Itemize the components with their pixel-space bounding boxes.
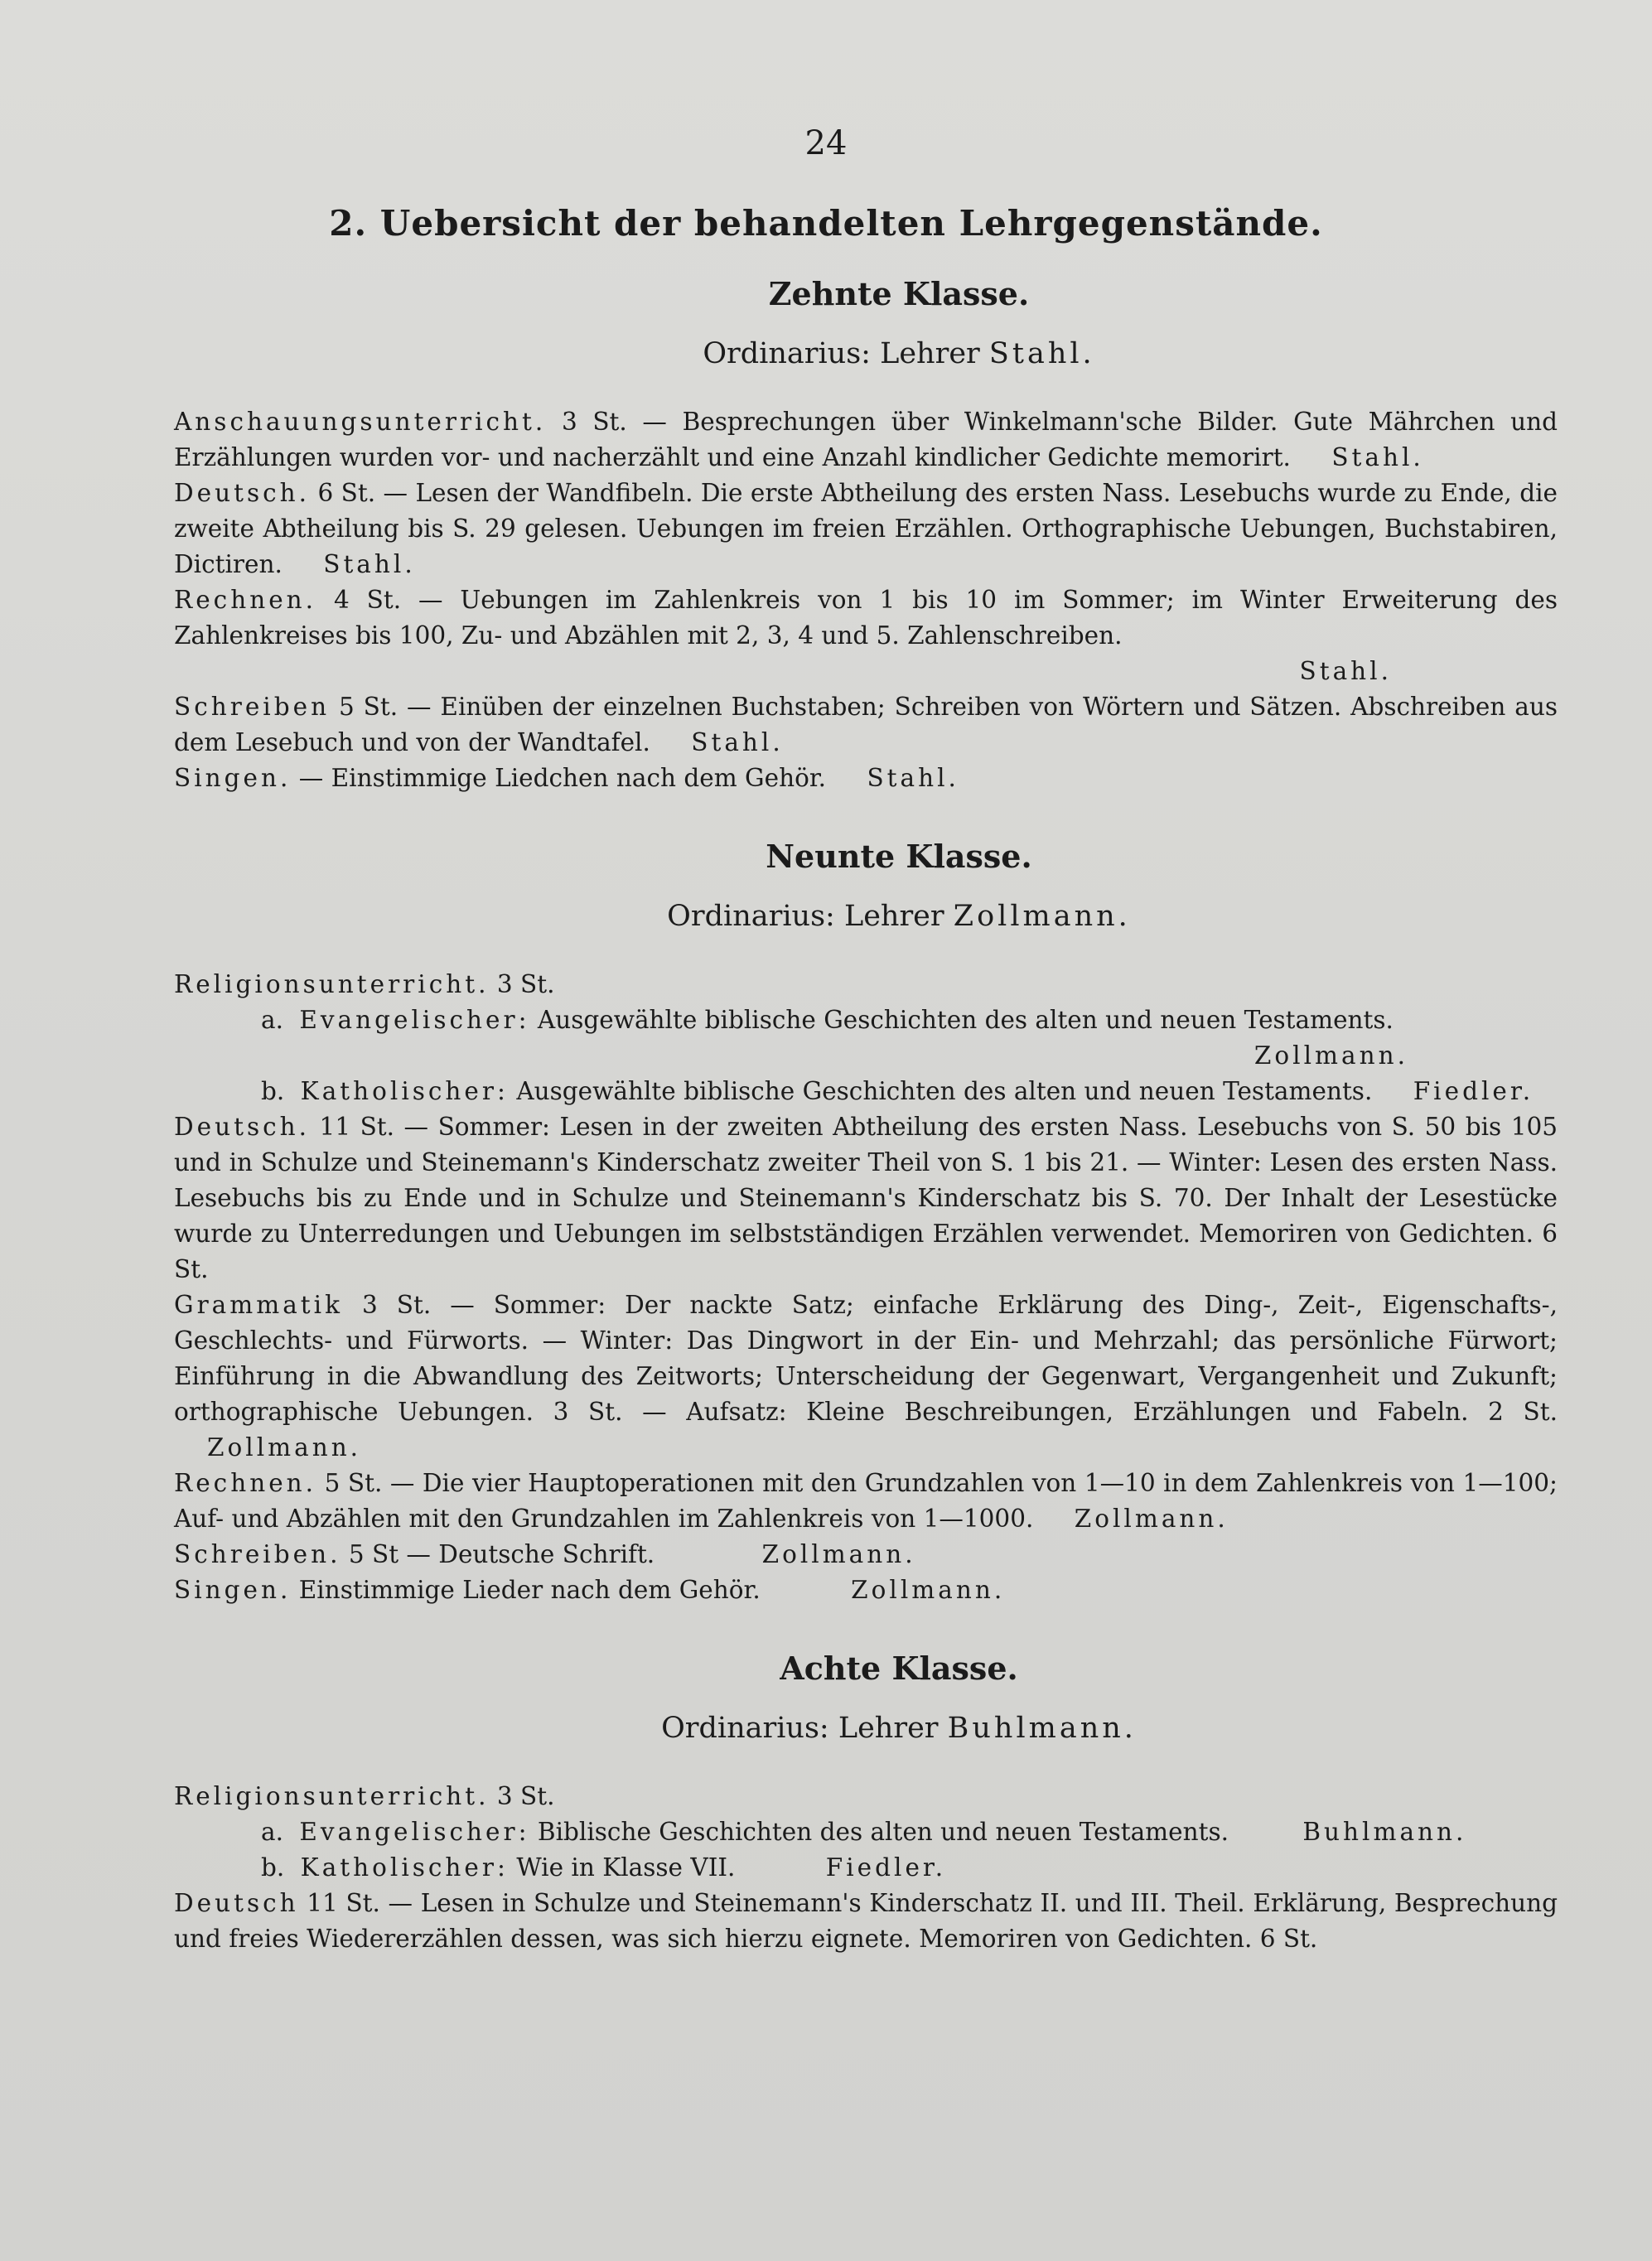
subject-entry — [174, 1288, 1558, 1466]
list-marker: b. — [261, 1853, 285, 1882]
spacer — [174, 1608, 1558, 1648]
list-marker: a. — [261, 1818, 283, 1846]
subject-text: 3 St. — Besprechungen über Winkelmann'sche Bilder. Gute Mährchen und Erzählungen wurden vor- und nacherzählt und eine Anzahl kindlicher Gedichte memorirt. — [174, 408, 1558, 471]
teacher-name: Zollmann. — [761, 1540, 916, 1568]
subject-entry — [174, 689, 1558, 761]
page-number: 24 — [804, 124, 848, 162]
religion-entry — [174, 1779, 1558, 1814]
teacher-name: Fiedler. — [825, 1853, 947, 1882]
ordinarius-label: Ordinarius: Lehrer — [661, 1712, 939, 1745]
subject-name: Rechnen. — [174, 586, 317, 614]
subject-entry — [174, 1573, 1558, 1608]
subject-entry — [174, 404, 1558, 476]
subject-entry — [174, 1537, 1558, 1573]
ordinarius-name: Zollmann. — [953, 900, 1131, 933]
subject-name: Singen. — [174, 1576, 292, 1604]
class-heading-achte: Achte Klasse. — [780, 1650, 1018, 1687]
subject-hours: 3 St. — [496, 970, 555, 998]
subject-entry — [174, 1466, 1558, 1537]
subject-text: 6 St. — Lesen der Wandfibeln. Die erste Abtheilung des ersten Nass. Lesebuchs wurde zu Ende, die zweite Abtheilung bis S. 29 gelesen. Uebungen im freien Erzählen. Orthographische Uebungen, Buchstabiren, Dictiren. — [174, 479, 1558, 578]
subject-text: Biblische Geschichten des alten und neuen Testaments. — [537, 1818, 1229, 1846]
denomination-label: Evangelischer: — [299, 1818, 530, 1846]
document-body — [174, 273, 1558, 1957]
list-marker: a. — [261, 1006, 283, 1034]
subject-name: Schreiben. — [174, 1540, 341, 1568]
subject-name: Schreiben — [174, 693, 331, 721]
subject-text: 5 St. — Die vier Hauptoperationen mit den Grundzahlen von 1—10 in dem Zahlenkreis von 1—100; Auf- und Abzählen mit den Grundzahlen im Zahlenkreis von 1—1000. — [174, 1469, 1558, 1533]
religion-entry — [174, 967, 1558, 1002]
subject-name: Singen. — [174, 764, 292, 792]
class-heading-neunte: Neunte Klasse. — [766, 838, 1032, 875]
list-marker: b. — [261, 1077, 285, 1105]
ordinarius-achte — [240, 1708, 1558, 1749]
ordinarius-name: Stahl. — [988, 337, 1095, 370]
subject-name: Deutsch — [174, 1889, 299, 1917]
subject-hours: 3 St. — [496, 1782, 555, 1810]
ordinarius-neunte — [240, 896, 1558, 937]
ordinarius-zehnte — [240, 333, 1558, 374]
religion-catholic — [174, 1850, 1558, 1886]
subject-entry — [174, 761, 1558, 796]
religion-catholic — [174, 1074, 1558, 1109]
subject-text: 11 St. — Sommer: Lesen in der zweiten Abtheilung des ersten Nass. Lesebuchs von S. 50 bis 105 und in Schulze und Steinemann's Kinderschatz zweiter Theil von S. 1 bis 21. — Winter: Lesen des ersten Nass. Lesebuchs bis zu Ende und in Schulze und Steinemann's Kinderschatz bis S. 70. Der Inhalt der Lesestücke wurde zu Unterredungen und Uebungen im selbstständigen Erzählen verwendet. Memoriren von Gedichten. 6 St. — [174, 1113, 1558, 1283]
class-heading-zehnte: Zehnte Klasse. — [768, 275, 1030, 312]
teacher-name: Zollmann. — [1253, 1041, 1408, 1070]
teacher-name: Stahl. — [323, 550, 416, 578]
teacher-name: Stahl. — [1299, 657, 1392, 685]
teacher-name: Stahl. — [867, 764, 959, 792]
denomination-label: Katholischer: — [300, 1077, 509, 1105]
subject-text: 5 St. — Einüben der einzelnen Buchstaben; Schreiben von Wörtern und Sätzen. Abschreiben aus dem Lesebuch und von der Wandtafel. — [174, 693, 1558, 756]
subject-name: Religionsunterricht. — [174, 970, 490, 998]
subject-name: Grammatik — [174, 1291, 343, 1319]
subject-entry — [174, 476, 1558, 582]
subject-text: 11 St. — Lesen in Schulze und Steinemann's Kinderschatz II. und III. Theil. Erklärung, Besprechung und freies Wiedererzählen dessen, was sich hierzu eignete. Memoriren von Gedichten. 6 St. — [174, 1889, 1558, 1953]
ordinarius-label: Ordinarius: Lehrer — [703, 337, 980, 370]
teacher-name: Zollmann. — [207, 1433, 362, 1461]
subject-name: Deutsch. — [174, 479, 311, 507]
subject-text: Ausgewählte biblische Geschichten des alten und neuen Testaments. — [516, 1077, 1373, 1105]
subject-entry — [174, 1109, 1558, 1288]
ordinarius-name: Buhlmann. — [947, 1712, 1137, 1745]
subject-text: Wie in Klasse VII. — [516, 1853, 736, 1882]
subject-entry — [174, 582, 1558, 654]
spacer — [174, 796, 1558, 836]
subject-text: 5 St — Deutsche Schrift. — [348, 1540, 655, 1568]
teacher-name: Zollmann. — [1074, 1505, 1229, 1533]
subject-entry — [174, 1886, 1558, 1957]
teacher-name: Stahl. — [691, 728, 784, 756]
subject-text: Einstimmige Lieder nach dem Gehör. — [298, 1576, 761, 1604]
teacher-name: Fiedler. — [1413, 1077, 1534, 1105]
teacher-name: Stahl. — [1331, 443, 1424, 471]
teacher-name: Buhlmann. — [1302, 1818, 1467, 1846]
subject-name: Anschauungsunterricht. — [174, 408, 547, 436]
religion-evangelical — [174, 1002, 1558, 1038]
denomination-label: Katholischer: — [300, 1853, 509, 1882]
subject-text: 4 St. — Uebungen im Zahlenkreis von 1 bis 10 im Sommer; im Winter Erweiterung des Zahlenkreises bis 100, Zu- und Abzählen mit 2, 3, 4 und 5. Zahlenschreiben. — [174, 586, 1558, 650]
teacher-name: Zollmann. — [851, 1576, 1006, 1604]
subject-name: Deutsch. — [174, 1113, 311, 1141]
religion-evangelical — [174, 1814, 1558, 1850]
subject-text: — Einstimmige Liedchen nach dem Gehör. — [298, 764, 827, 792]
subject-name: Religionsunterricht. — [174, 1782, 490, 1810]
denomination-label: Evangelischer: — [299, 1006, 530, 1034]
subject-text: Ausgewählte biblische Geschichten des alten und neuen Testaments. — [537, 1006, 1394, 1034]
subject-text: 3 St. — Sommer: Der nackte Satz; einfache Erklärung des Ding-, Zeit-, Eigenschafts-, Geschlechts- und Fürworts. — Winter: Das Dingwort in der Ein- und Mehrzahl; das persönliche Fürwort; Einführung in die Abwandlung des Zeitworts; Unterscheidung der Gegenwart, Vergangenheit und Zukunft; orthographische Uebungen. 3 St. — Aufsatz: Kleine Beschreibungen, Erzählungen und Fabeln. 2 St. — [174, 1291, 1558, 1426]
subject-name: Rechnen. — [174, 1469, 317, 1497]
section-title: 2. Uebersicht der behandelten Lehrgegenstände. — [329, 203, 1323, 244]
ordinarius-label: Ordinarius: Lehrer — [667, 900, 944, 933]
